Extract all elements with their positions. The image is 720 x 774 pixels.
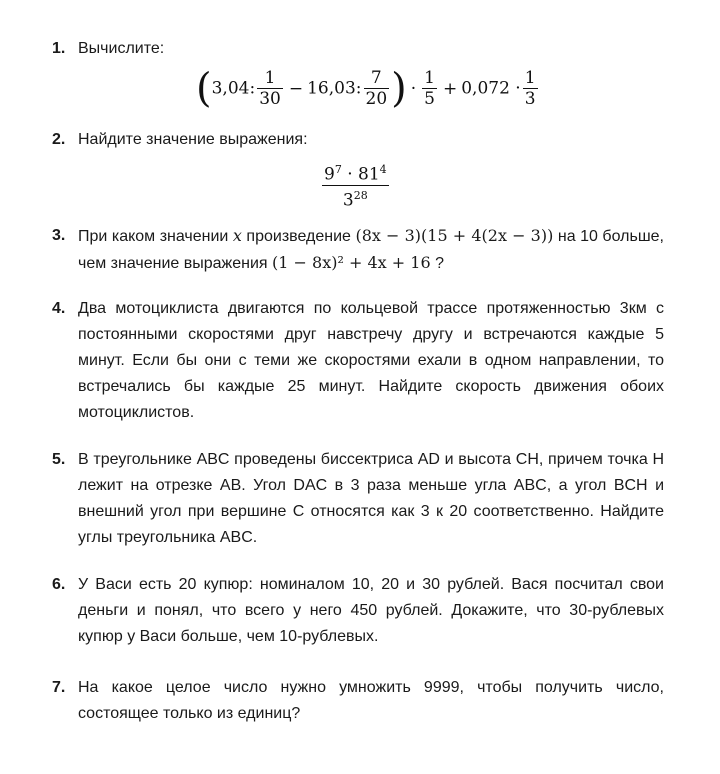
math-expression: (8x − 3)(15 + 4(2x − 3)): [355, 226, 554, 245]
problem-number: 3.: [52, 227, 66, 244]
fraction: $\frac{1}{5}$: [424, 68, 435, 109]
problem-text: Вычислите:: [78, 40, 165, 57]
problem-2: [52, 127, 664, 153]
fraction: $\frac{1}{30}$: [259, 68, 281, 109]
math-variable: x: [232, 226, 242, 245]
problem-number: 4.: [52, 300, 66, 317]
fraction: $\frac{7}{20}$: [365, 68, 388, 109]
formula-2: [320, 160, 391, 210]
problem-3: [52, 223, 664, 277]
problem-number: 1.: [52, 40, 66, 57]
problem-6: [52, 572, 664, 650]
problem-text: У Васи есть 20 купюр: номиналом 10, 20 и 30 рублей. Вася посчитал свои деньги и понял, что всего у него 450 рублей. Докажите, что 30-рублевых купюр у Васи больше, чем 10-рублевых.: [78, 576, 664, 645]
problem-number: 7.: [52, 679, 66, 696]
math-expression: (1 − 8x)² + 4x + 16: [272, 253, 431, 272]
problem-5: [52, 447, 664, 551]
fraction: $\frac{1}{3}$: [524, 68, 536, 109]
problem-number: 5.: [52, 451, 66, 468]
problem-7: [52, 675, 664, 727]
problem-number: 2.: [52, 131, 66, 148]
fraction: $\frac{9^7 \cdot 81^4}{3^{28}}$: [324, 163, 387, 211]
problem-text: Два мотоциклиста двигаются по кольцевой трассе протяженностью 3км с постоянными скоростями друг навстречу другу и встречаются каждые 5 минут. Если бы они с теми же скоростями ехали в одном направлении, то встречались бы каждые 25 минут. Найдите скорость движения обоих мотоциклистов.: [78, 300, 664, 421]
problem-text: В треугольнике ABC проведены биссектриса AD и высота CH, причем точка H лежит на отрезке AB. Угол DAC в 3 раза меньше угла ABC, а угол BCH и внешний угол при вершине C относятся как 3 к 20 соответственно. Найдите углы треугольника ABC.: [78, 451, 664, 546]
problem-1: [52, 36, 664, 62]
problem-number: 6.: [52, 576, 66, 593]
problem-text: На какое целое число нужно умножить 9999, чтобы получить число, состоящее только из единиц?: [78, 679, 664, 722]
formula-1: (3,04: $\frac{1}{30}$ − 16,03: $\frac{7}{20}$ ) · $\frac{1}{5}$ + 0,072 · $\frac{1}{3}$: [196, 65, 536, 112]
problem-text: При каком значении x произведение (8x − 3)(15 + 4(2x − 3)) на 10 больше, чем значение выражения (1 − 8x)² + 4x + 16 ?: [78, 226, 664, 272]
problem-text: Найдите значение выражения:: [78, 131, 308, 148]
problem-4: [52, 296, 664, 426]
